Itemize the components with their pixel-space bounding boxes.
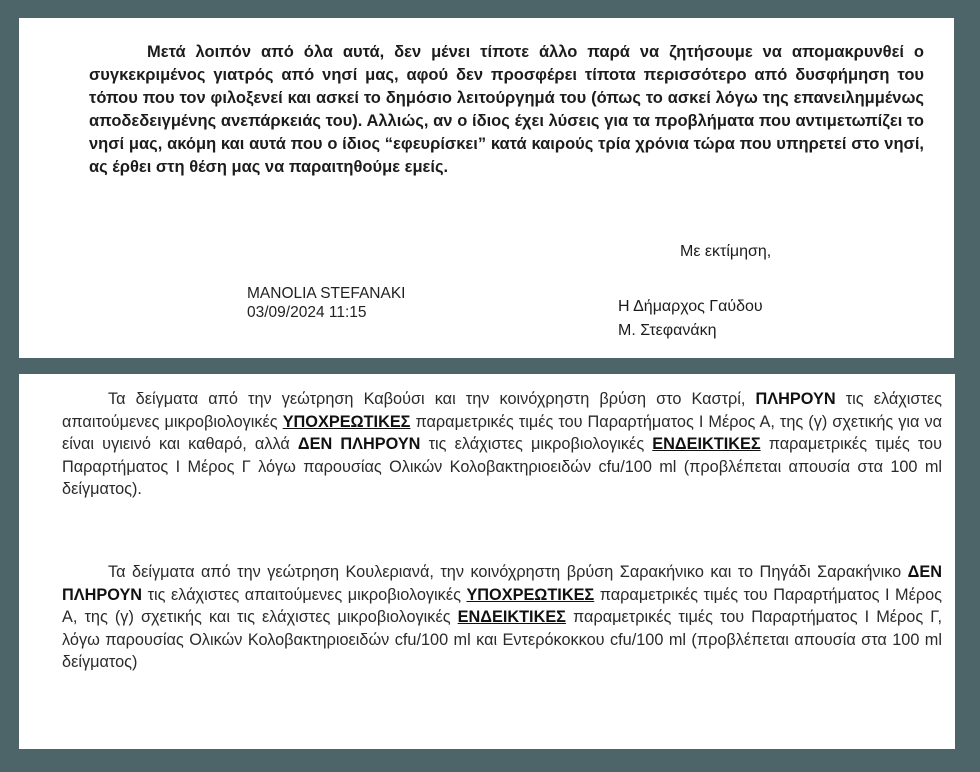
report-text-run: τις ελάχιστες μικροβιολογικές	[420, 435, 653, 453]
letter-closing: Με εκτίμηση,	[680, 243, 772, 260]
emphasis-bold-text: ΔΕΝ ΠΛΗΡΟΥΝ	[62, 563, 942, 604]
report-text-run: τις ελάχιστες απαιτούμενες μικροβιολογικές	[142, 585, 467, 604]
emphasis-underlined-text: ΕΝΔΕΙΚΤΙΚΕΣ	[652, 435, 761, 453]
letter-paragraph: Μετά λοιπόν από όλα αυτά, δεν μένει τίποτε άλλο παρά να ζητήσουμε να απομακρυνθεί ο συγκεκριμένος γιατρός από νησί μας, αφού δεν προσφέρει τίποτα περισσότερο από δυσφήμηση του τόπου που τον φιλοξενεί και ασκεί το δημόσιο λειτούργημά του (όπως το ασκεί λόγω της επανειλημμένως αποδεδειγμένης ανεπάρκειάς του). Αλλιώς, αν ο ίδιος έχει λύσεις για τα προβλήματα που αντιμετωπίζει το νησί μας, ακόμη και αυτά που ο ίδιος “εφευρίσκει” κατά καιρούς τρία χρόνια τώρα που υπηρετεί στο νησί, ας έρθει στη θέση μας να παραιτηθούμε εμείς.	[89, 43, 924, 176]
digital-signature-datetime: 03/09/2024 11:15	[247, 304, 367, 321]
report-text-run: Τα δείγματα από την γεώτρηση Καβούσι και την κοινόχρηστη βρύση στο Καστρί,	[108, 390, 756, 408]
report-text-run: παραμετρικές τιμές του Παραρτήματος Ι Μέρος Γ λόγω παρουσίας Ολικών Κολοβακτηριοειδών cfu/100 ml (προβλέπεται απουσία στα 100 ml δείγματος).	[62, 435, 942, 498]
letter-excerpt-panel	[19, 18, 954, 358]
report-text-run: τις ελάχιστες απαιτούμενες μικροβιολογικές	[62, 390, 943, 431]
report-text-run: παραμετρικές τιμές του Παραρτήματος Ι Μέρος Α, της (γ) σχετικής για να είναι υγιεινό και καθαρό, αλλά	[62, 412, 942, 453]
report-text-run: παραμετρικές τιμές του Παραρτήματος Ι Μέρος Γ, λόγω παρουσίας Ολικών Κολοβακτηριοειδών cfu/100 ml και Εντερόκοκκου cfu/100 ml (προβλέπεται απουσία στα 100 ml δείγματος)	[62, 608, 942, 671]
emphasis-underlined-text: ΥΠΟΧΡΕΩΤΙΚΕΣ	[466, 585, 595, 604]
report-paragraph-2	[62, 561, 942, 674]
signatory-name: Μ. Στεφανάκη	[618, 322, 717, 339]
report-paragraph-1	[62, 388, 942, 501]
emphasis-underlined-text: ΥΠΟΧΡΕΩΤΙΚΕΣ	[282, 412, 411, 431]
signatory-title: Η Δήμαρχος Γαύδου	[618, 298, 763, 315]
digital-signature-name: MANOLIA STEFANAKI	[247, 285, 406, 302]
emphasis-bold-text: ΔΕΝ ΠΛΗΡΟΥΝ	[297, 435, 421, 453]
water-test-report-panel	[19, 374, 955, 749]
report-text-run: παραμετρικές τιμές του Παραρτήματος Ι Μέρος Α, της (γ) σχετικής και τις ελάχιστες μικροβιολογικές	[62, 585, 942, 626]
report-text-run: Τα δείγματα από την γεώτρηση Κουλεριανά, την κοινόχρηστη βρύση Σαρακήνικο και το Πηγάδι Σαρακήνικο	[108, 563, 908, 581]
emphasis-underlined-text: ΕΝΔΕΙΚΤΙΚΕΣ	[457, 608, 566, 626]
emphasis-bold-text: ΠΛΗΡΟΥΝ	[755, 390, 836, 408]
